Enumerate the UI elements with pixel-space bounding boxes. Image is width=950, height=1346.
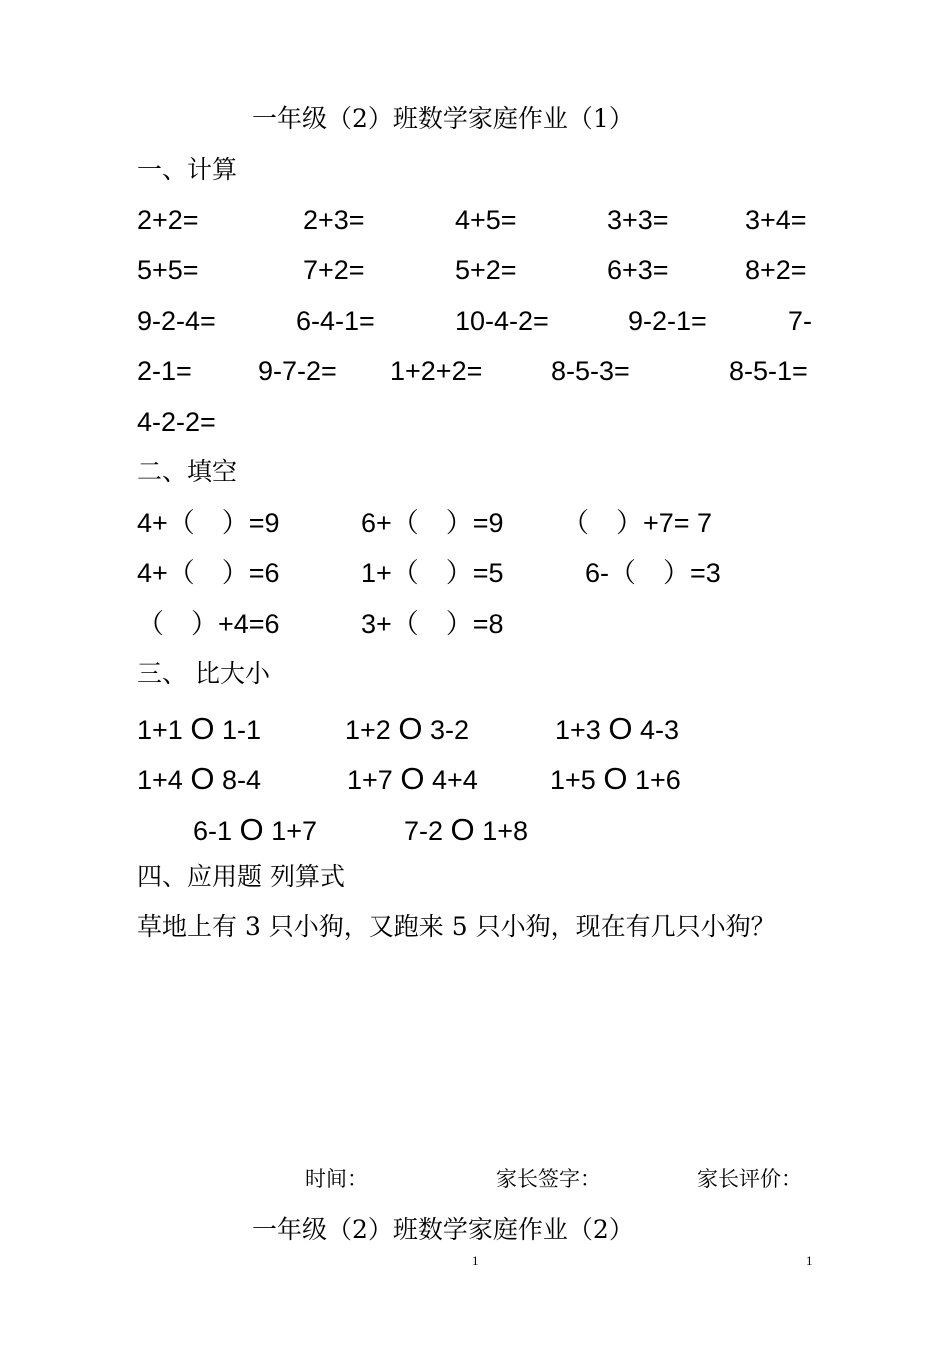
compare-item: 7-2 O 1+8	[404, 812, 528, 847]
calc-item: 6+3=	[607, 255, 669, 285]
compare-circle: O	[239, 812, 264, 847]
fill-item: 4+（ ）=9	[137, 508, 280, 538]
calc-item: 9-2-4=	[137, 306, 216, 336]
page-title: 一年级（2）班数学家庭作业（1）	[252, 104, 634, 133]
calc-item: 3+4=	[745, 205, 807, 235]
fill-item: （ ）+4=6	[137, 609, 280, 639]
calc-item: 2-1=	[137, 356, 192, 386]
calc-item: 7+2=	[303, 255, 365, 285]
compare-circle: O	[190, 761, 215, 796]
calc-item: 4-2-2=	[137, 407, 216, 437]
section-heading-calc: 一、计算	[137, 155, 238, 184]
compare-item: 1+2 O 3-2	[345, 711, 469, 746]
section-heading-word: 四、应用题 列算式	[137, 862, 345, 891]
word-problem-text: 草地上有 3 只小狗，又跑来 5 只小狗，现在有几只小狗？	[137, 912, 776, 941]
time-label: 时间：	[305, 1167, 368, 1191]
compare-item: 6-1 O 1+7	[193, 812, 317, 847]
compare-circle: O	[603, 761, 628, 796]
section-heading-fill: 二、填空	[137, 457, 238, 486]
fill-item: （ ）+7= 7	[562, 508, 713, 538]
calc-item: 7-	[788, 306, 813, 336]
calc-item: 8-5-3=	[551, 356, 630, 386]
fill-item: 1+（ ）=5	[361, 558, 504, 588]
calc-item: 9-7-2=	[258, 356, 337, 386]
fill-item: 3+（ ）=8	[361, 609, 504, 639]
compare-circle: O	[190, 711, 215, 746]
calc-item: 5+5=	[137, 255, 199, 285]
parent-evaluation-label: 家长评价：	[697, 1167, 802, 1191]
calc-item: 2+3=	[303, 205, 365, 235]
compare-circle: O	[608, 711, 633, 746]
compare-circle: O	[400, 761, 425, 796]
calc-item: 2+2=	[137, 205, 199, 235]
section-heading-compare: 三、 比大小	[137, 659, 270, 688]
fill-item: 4+（ ）=6	[137, 558, 280, 588]
compare-item: 1+3 O 4-3	[555, 711, 679, 746]
page-number: 1	[806, 1253, 813, 1268]
compare-circle: O	[450, 812, 475, 847]
fill-item: 6+（ ）=9	[361, 508, 504, 538]
compare-item: 1+5 O 1+6	[550, 761, 681, 796]
compare-item: 1+7 O 4+4	[347, 761, 478, 796]
calc-item: 8-5-1=	[729, 356, 808, 386]
compare-item: 1+4 O 8-4	[137, 761, 261, 796]
calc-item: 5+2=	[455, 255, 517, 285]
calc-item: 3+3=	[607, 205, 669, 235]
calc-item: 1+2+2=	[390, 356, 483, 386]
calc-item: 4+5=	[455, 205, 517, 235]
next-page-title: 一年级（2）班数学家庭作业（2）	[252, 1215, 634, 1244]
page-number: 1	[472, 1253, 479, 1268]
calc-item: 8+2=	[745, 255, 807, 285]
compare-circle: O	[398, 711, 423, 746]
calc-item: 9-2-1=	[628, 306, 707, 336]
parent-signature-label: 家长签字：	[496, 1167, 601, 1191]
fill-item: 6-（ ）=3	[585, 558, 721, 588]
compare-item: 1+1 O 1-1	[137, 711, 261, 746]
calc-item: 10-4-2=	[455, 306, 549, 336]
calc-item: 6-4-1=	[296, 306, 375, 336]
